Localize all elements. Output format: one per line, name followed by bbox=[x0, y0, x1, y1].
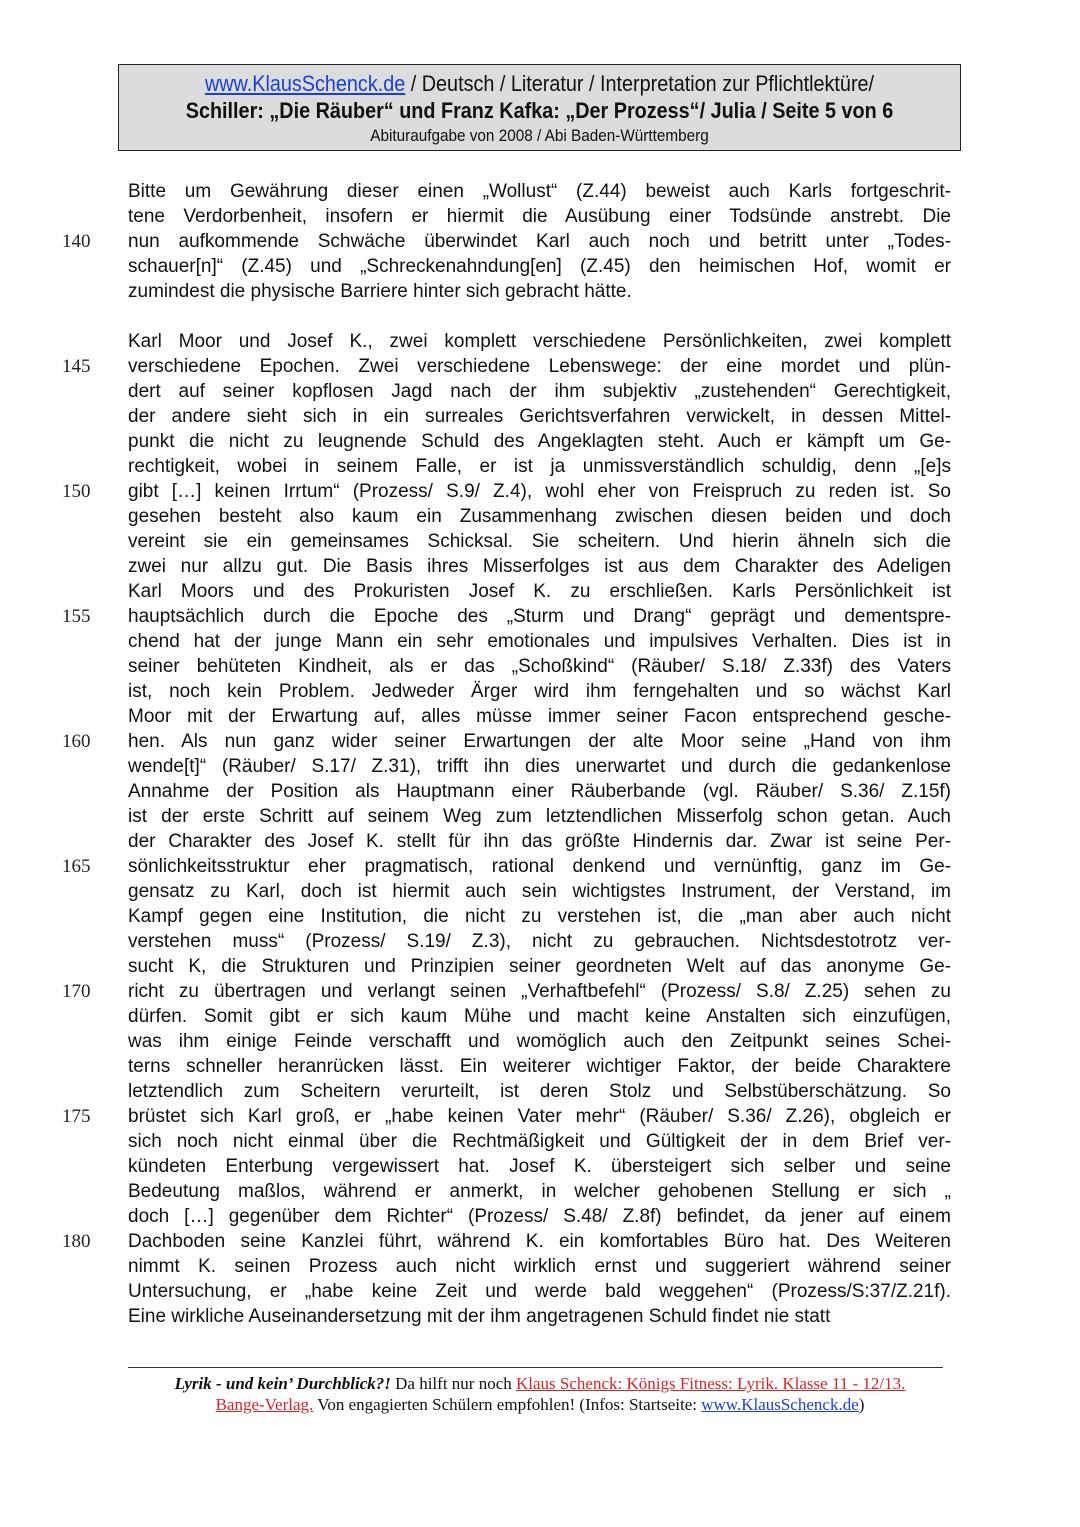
footer-slogan: Lyrik - und kein’ Durchblick?! bbox=[174, 1374, 391, 1393]
text-line: gensatz zu Karl, doch ist hiermit auch sein wichtigstes Instrument, der Verstand, im bbox=[128, 881, 951, 902]
paragraph-2 bbox=[128, 329, 951, 1329]
text-line: was ihm einige Feinde verschafft und womöglich auch den Zeitpunkt seines Schei- bbox=[128, 1031, 951, 1052]
text-line: brüstet sich Karl groß, er „habe keinen Vater mehr“ (Räuber/ S.36/ Z.26), obgleich er bbox=[128, 1106, 951, 1127]
text-line: tene Verdorbenheit, insofern er hiermit die Ausübung einer Todsünde anstrebt. Die bbox=[128, 206, 951, 227]
line-number: 150 bbox=[62, 481, 91, 502]
text-line: richt zu übertragen und verlangt seinen „Verhaftbefehl“ (Prozess/ S.8/ Z.25) sehen zu bbox=[128, 981, 951, 1002]
footer-line-2 bbox=[100, 1394, 980, 1415]
text-line: ist der erste Schritt auf seinem Weg zum letztendlichen Misserfolg schon getan. Auch bbox=[128, 806, 951, 827]
text-line: der andere sieht sich in ein surreales Gerichtsverfahren verwickelt, in dessen Mittel- bbox=[128, 406, 951, 427]
text-line: kündeten Enterbung vergewissert hat. Josef K. übersteigert sich selber und seine bbox=[128, 1156, 951, 1177]
text-line: zumindest die physische Barriere hinter sich gebracht hätte. bbox=[128, 281, 632, 302]
text-line: der Charakter des Josef K. stellt für ihn das größte Hindernis dar. Zwar ist seine Per- bbox=[128, 831, 951, 852]
text-line: verschiedene Epochen. Zwei verschiedene Lebenswege: der eine mordet und plün- bbox=[128, 356, 951, 377]
header-line-1-rest: / Deutsch / Literatur / Interpretation zur Pflichtlektüre/ bbox=[405, 71, 875, 96]
text-line: letztendlich zum Scheitern verurteilt, ist deren Stolz und Selbstüberschätzung. So bbox=[128, 1081, 951, 1102]
line-number: 175 bbox=[62, 1106, 91, 1127]
text-line: zwei nur allzu gut. Die Basis ihres Misserfolges ist aus dem Charakter des Adeligen bbox=[128, 556, 951, 577]
text-line: nimmt K. seinen Prozess auch nicht wirklich ernst und suggeriert während seiner bbox=[128, 1256, 951, 1277]
text-line: gibt […] keinen Irrtum“ (Prozess/ S.9/ Z.4), wohl eher von Freispruch zu reden ist. So bbox=[128, 481, 951, 502]
text-line: verstehen muss“ (Prozess/ S.19/ Z.3), nicht zu gebrauchen. Nichtsdestotrotz ver- bbox=[128, 931, 951, 952]
line-number: 145 bbox=[62, 356, 91, 377]
line-number: 160 bbox=[62, 731, 91, 752]
footer-text-3: ) bbox=[858, 1395, 865, 1414]
text-line: seiner behüteten Kindheit, als er das „Schoßkind“ (Räuber/ S.18/ Z.33f) des Vaters bbox=[128, 656, 951, 677]
header-title: Schiller: „Die Räuber“ und Franz Kafka: „Der Prozess“/ Julia / Seite 5 von 6 bbox=[185, 98, 894, 123]
line-number: 170 bbox=[62, 981, 91, 1002]
text-line: sucht K, die Strukturen und Prinzipien seiner geordneten Welt auf das anonyme Ge- bbox=[128, 956, 951, 977]
line-number: 140 bbox=[62, 231, 91, 252]
footer-text-1: Da hilft nur noch bbox=[390, 1374, 516, 1393]
footer-line-1 bbox=[100, 1373, 980, 1394]
text-line: ist, noch kein Problem. Jedweder Ärger wird ihm ferngehalten und so wächst Karl bbox=[128, 681, 951, 702]
text-line: dürfen. Somit gibt er sich kaum Mühe und macht keine Anstalten sich einzufügen, bbox=[128, 1006, 951, 1027]
text-line: terns schneller heranrücken lässt. Ein weiterer wichtiger Faktor, der beide Charaktere bbox=[128, 1056, 951, 1077]
text-line: Bedeutung maßlos, während er anmerkt, in welcher gehobenen Stellung er sich „ bbox=[128, 1181, 951, 1202]
text-line: Dachboden seine Kanzlei führt, während K. ein komfortables Büro hat. Des Weiteren bbox=[128, 1231, 951, 1252]
text-line: gesehen besteht also kaum ein Zusammenhang zwischen diesen beiden und doch bbox=[128, 506, 951, 527]
text-line: Annahme der Position als Hauptmann einer Räuberbande (vgl. Räuber/ S.36/ Z.15f) bbox=[128, 781, 951, 802]
footer-book-link[interactable]: Klaus Schenck: Königs Fitness: Lyrik. Klasse 11 - 12/13. bbox=[516, 1374, 906, 1393]
text-line: schauer[n]“ (Z.45) und „Schreckenahndung[en] (Z.45) den heimischen Hof, womit er bbox=[128, 256, 951, 277]
text-line: Kampf gegen eine Institution, die nicht zu verstehen ist, die „man aber auch nicht bbox=[128, 906, 951, 927]
header-subtitle: Abituraufgabe von 2008 / Abi Baden-Württemberg bbox=[370, 126, 709, 145]
footer-publisher-link[interactable]: Bange-Verlag. bbox=[215, 1395, 314, 1414]
text-line: dert auf seiner kopflosen Jagd nach der ihm subjektiv „zustehenden“ Gerechtigkeit, bbox=[128, 381, 951, 402]
text-line: rechtigkeit, wobei in seinem Falle, er ist ja unmissverständlich schuldig, denn „[e]s bbox=[128, 456, 951, 477]
text-line: Eine wirkliche Auseinandersetzung mit der ihm angetragenen Schuld findet nie statt bbox=[128, 1306, 831, 1327]
text-line: nun aufkommende Schwäche überwindet Karl auch noch und betritt unter „Todes- bbox=[128, 231, 951, 252]
text-line: Karl Moors und des Prokuristen Josef K. zu erschließen. Karls Persönlichkeit ist bbox=[128, 581, 951, 602]
text-line: doch […] gegenüber dem Richter“ (Prozess/ S.48/ Z.8f) befindet, da jener auf einem bbox=[128, 1206, 951, 1227]
paragraph-1 bbox=[128, 179, 951, 304]
text-line: sich noch nicht einmal über die Rechtmäßigkeit und Gültigkeit der in dem Brief ver- bbox=[128, 1131, 951, 1152]
header-site-link[interactable]: www.KlausSchenck.de bbox=[204, 71, 406, 96]
text-line: Bitte um Gewährung dieser einen „Wollust“ (Z.44) beweist auch Karls fortgeschrit- bbox=[128, 181, 951, 202]
text-line: vereint sie ein gemeinsames Schicksal. Sie scheitern. Und hierin ähneln sich die bbox=[128, 531, 951, 552]
text-line: Untersuchung, er „habe keine Zeit und werde bald weggehen“ (Prozess/S:37/Z.21f). bbox=[128, 1281, 951, 1302]
text-line: wende[t]“ (Räuber/ S.17/ Z.31), trifft ihn dies unerwartet und durch die gedankenlose bbox=[128, 756, 951, 777]
text-line: chend hat der junge Mann ein sehr emotionales und impulsives Verhalten. Dies ist in bbox=[128, 631, 951, 652]
header-line-1 bbox=[161, 71, 918, 97]
text-line: hauptsächlich durch die Epoche des „Sturm und Drang“ geprägt und dementspre- bbox=[128, 606, 951, 627]
footer-text-2: Von engagierten Schülern empfohlen! (Infos: Startseite: bbox=[313, 1395, 702, 1414]
text-line: Moor mit der Erwartung auf, alles müsse immer seiner Facon entsprechend gesche- bbox=[128, 706, 951, 727]
page-header bbox=[118, 64, 961, 151]
line-number: 155 bbox=[62, 606, 91, 627]
line-number: 165 bbox=[62, 856, 91, 877]
text-line: punkt die nicht zu leugnende Schuld des Angeklagten steht. Auch er kämpft um Ge- bbox=[128, 431, 951, 452]
footer-site-link[interactable]: www.KlausSchenck.de bbox=[701, 1395, 859, 1414]
text-line: Karl Moor und Josef K., zwei komplett verschiedene Persönlichkeiten, zwei komplett bbox=[128, 331, 951, 352]
text-line: sönlichkeitsstruktur eher pragmatisch, rational denkend und vernünftig, ganz im Ge- bbox=[128, 856, 951, 877]
text-line: hen. Als nun ganz wider seiner Erwartungen der alte Moor seine „Hand von ihm bbox=[128, 731, 951, 752]
line-number: 180 bbox=[62, 1231, 91, 1252]
footer-divider bbox=[128, 1367, 943, 1368]
